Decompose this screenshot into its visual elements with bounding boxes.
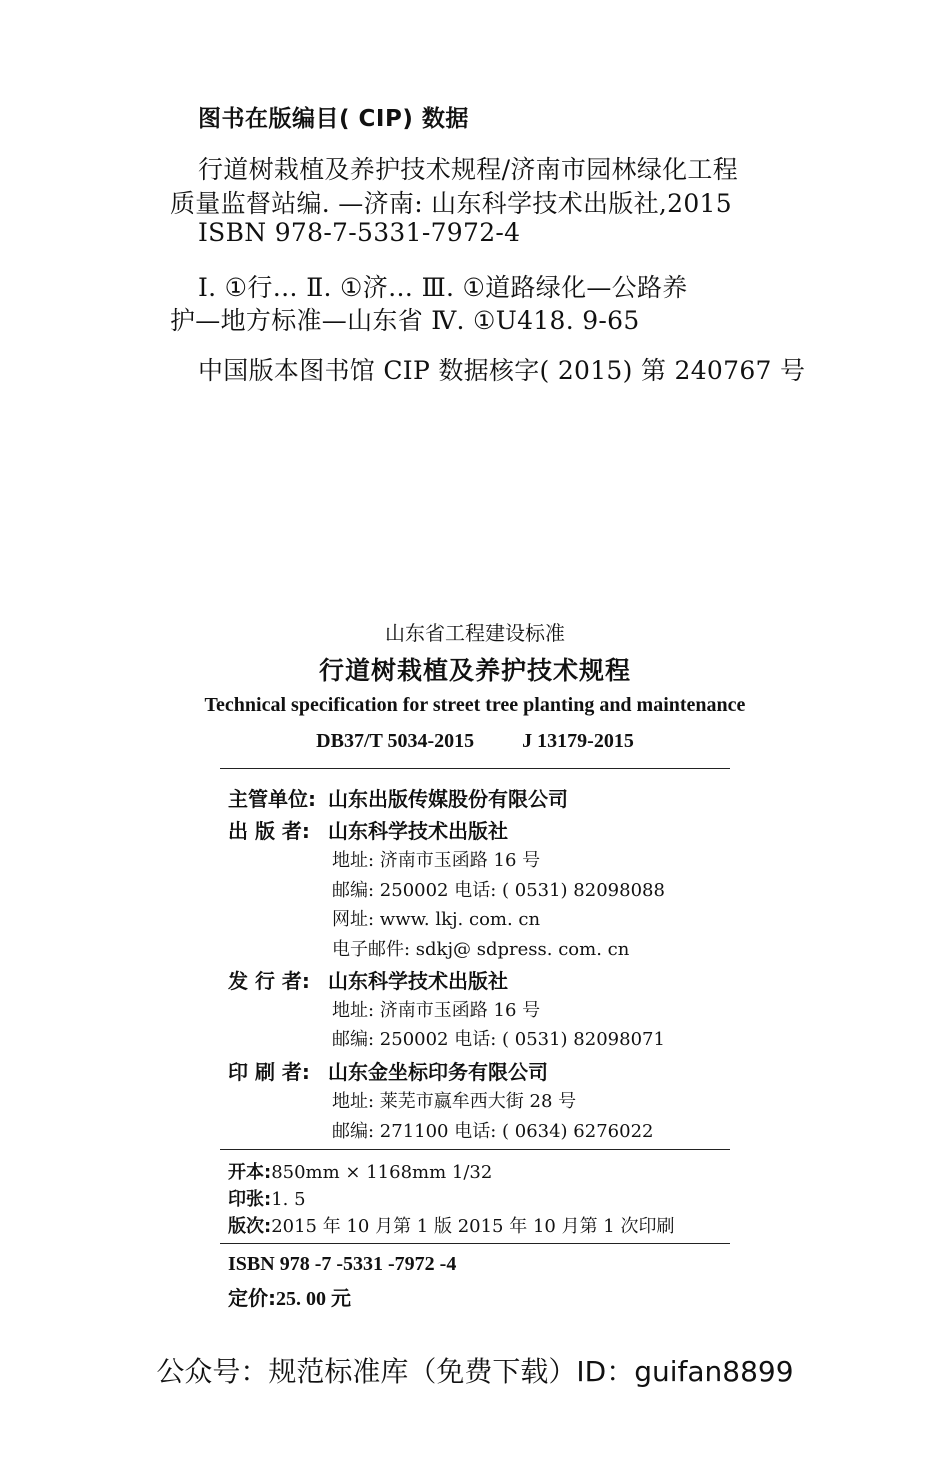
standard-codes [0, 730, 950, 753]
publisher-email: 电子邮件: sdkj@ sdpress. com. cn [332, 939, 630, 960]
cip-classification-1: Ⅰ. ①行… Ⅱ. ①济… Ⅲ. ①道路绿化—公路养 [198, 273, 688, 302]
printer-row [228, 1056, 548, 1085]
divider-middle [220, 1149, 730, 1150]
sheets-label: 印张: [228, 1189, 272, 1210]
printer-address: 地址: 莱芜市嬴牟西大街 28 号 [332, 1091, 577, 1112]
distributor-postal-phone: 邮编: 250002 电话: ( 0531) 82098071 [332, 1029, 665, 1050]
supervisor-row [228, 783, 568, 812]
cip-line-2: 质量监督站编. —济南: 山东科学技术出版社,2015 [170, 189, 732, 218]
publisher-website: 网址: www. lkj. com. cn [332, 909, 541, 930]
divider-top [220, 768, 730, 769]
cip-line-1: 行道树栽植及养护技术规程/济南市园林绿化工程 [198, 155, 739, 184]
publisher-address: 地址: 济南市玉函路 16 号 [332, 850, 541, 871]
isbn: ISBN 978 -7 -5331 -7972 -4 [228, 1253, 457, 1275]
format-row [228, 1158, 492, 1184]
footer-watermark: 公众号：规范标准库（免费下载）ID：guifan8899 [156, 1355, 794, 1388]
cip-isbn: ISBN 978-7-5331-7972-4 [198, 218, 521, 247]
format-value: 850mm × 1168mm 1/32 [271, 1162, 493, 1183]
sheets-row [228, 1185, 306, 1211]
publisher-row [228, 815, 508, 844]
cip-classification-2: 护—地方标准—山东省 Ⅳ. ①U418. 9-65 [170, 306, 640, 335]
book-title-cn: 行道树栽植及养护技术规程 [318, 656, 631, 685]
price-label: 定价: [228, 1286, 276, 1310]
series-name: 山东省工程建设标准 [385, 621, 565, 645]
price-row [228, 1282, 351, 1311]
publisher-label: 出 版 者: [228, 819, 310, 843]
edition-value: 2015 年 10 月第 1 版 2015 年 10 月第 1 次印刷 [271, 1216, 675, 1237]
standard-code-j: J 13179-2015 [522, 730, 634, 752]
supervisor-value: 山东出版传媒股份有限公司 [328, 787, 568, 811]
standard-code-db: DB37/T 5034-2015 [316, 730, 475, 752]
price-value: 25. 00 元 [276, 1288, 351, 1310]
printer-value: 山东金坐标印务有限公司 [328, 1060, 548, 1084]
divider-bottom [220, 1243, 730, 1244]
cip-check-number: 中国版本图书馆 CIP 数据核字( 2015) 第 240767 号 [198, 356, 806, 385]
distributor-address: 地址: 济南市玉函路 16 号 [332, 1000, 541, 1021]
printer-postal-phone: 邮编: 271100 电话: ( 0634) 6276022 [332, 1121, 654, 1142]
distributor-row [228, 965, 508, 994]
printer-label: 印 刷 者: [228, 1060, 310, 1084]
publisher-value: 山东科学技术出版社 [328, 819, 508, 843]
distributor-label: 发 行 者: [228, 969, 310, 993]
edition-label: 版次: [228, 1216, 272, 1237]
supervisor-label: 主管单位: [228, 787, 316, 811]
cip-heading: 图书在版编目( CIP) 数据 [198, 106, 469, 132]
format-label: 开本: [228, 1162, 272, 1183]
edition-row [228, 1212, 674, 1238]
distributor-value: 山东科学技术出版社 [328, 969, 508, 993]
book-title-en: Technical specification for street tree planting and maintenance [204, 694, 746, 716]
publisher-postal-phone: 邮编: 250002 电话: ( 0531) 82098088 [332, 880, 665, 901]
sheets-value: 1. 5 [271, 1189, 306, 1210]
